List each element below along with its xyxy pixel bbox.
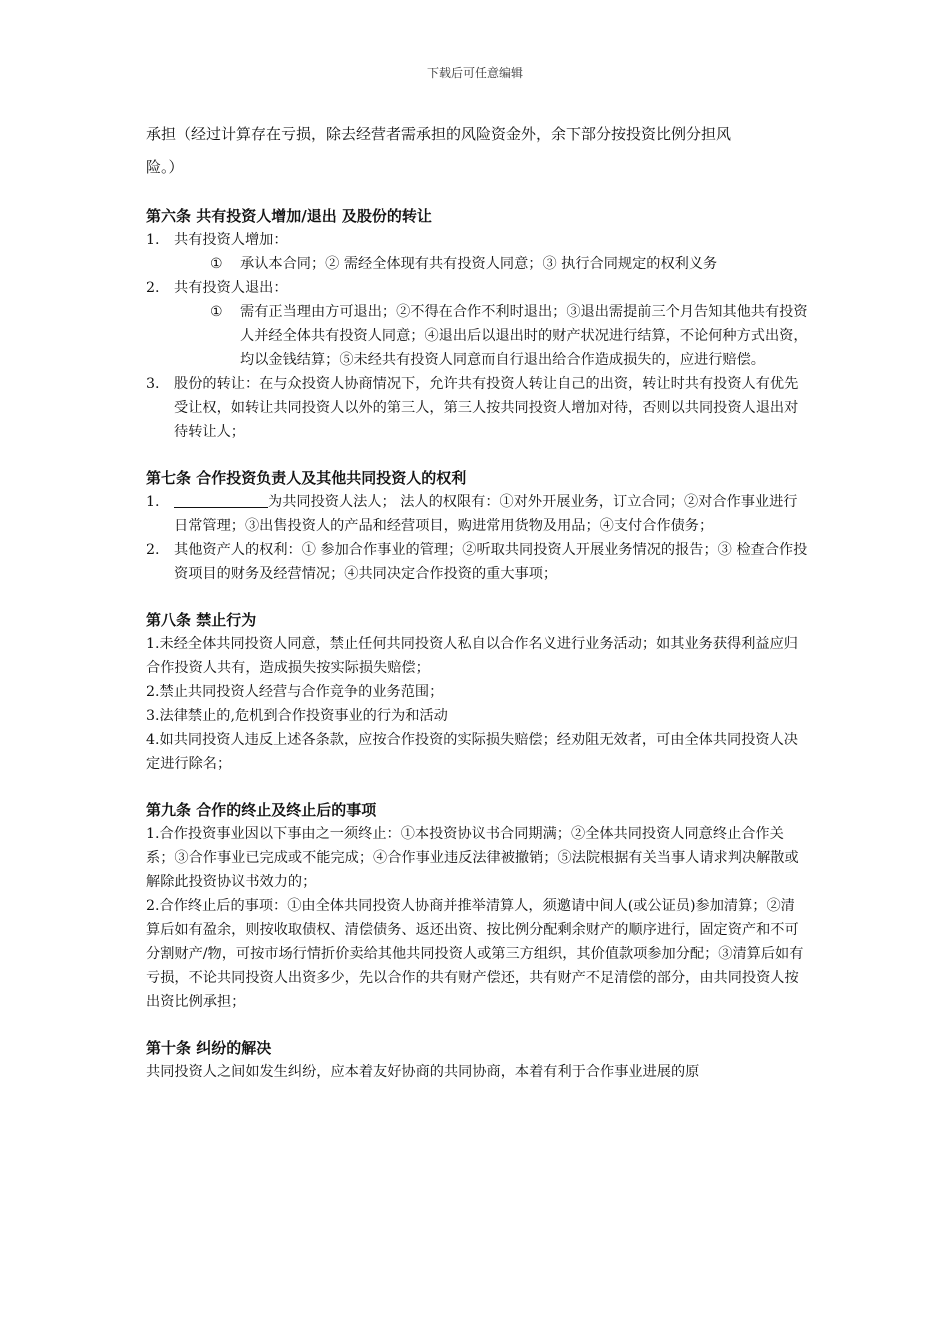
clause-paragraph: 1.未经全体共同投资人同意，禁止任何共同投资人私自以合作名义进行业务活动；如其业务获得利益应归合作投资人共有，造成损失按实际损失赔偿； (146, 636, 798, 676)
sub-mark: ① (210, 304, 223, 320)
section-8 (146, 608, 808, 776)
fill-in-blank (174, 491, 268, 508)
clause-paragraph: 3.法律禁止的,危机到合作投资事业的行为和活动 (146, 708, 448, 724)
list-number: 1. (146, 232, 160, 248)
clause-paragraph: 2.禁止共同投资人经营与合作竞争的业务范围； (146, 684, 444, 700)
list-text: 共有投资人增加： (174, 232, 288, 248)
section-6 (146, 204, 808, 444)
clause-paragraph: 1.合作投资事业因以下事由之一须终止：①本投资协议书合同期满；②全体共同投资人同意终止合作关系；③合作事业已完成或不能完成；④合作事业违反法律被撤销；⑤法院根据有关当事人请求判决解散或解除此投资协议书效力的； (146, 826, 799, 890)
sub-text: 承认本合同；② 需经全体现有共有投资人同意；③ 执行合同规定的权利义务 (240, 256, 718, 272)
section-10 (146, 1036, 808, 1084)
list-number: 3. (146, 376, 160, 392)
section-title: 第十条 纠纷的解决 (146, 1039, 272, 1057)
list-text: 其他资产人的权利：① 参加合作事业的管理；②听取共同投资人开展业务情况的报告；③ 检查合作投资项目的财务及经营情况；④共同决定合作投资的重大事项； (174, 542, 808, 582)
list-item (146, 228, 808, 252)
clause-paragraph: 4.如共同投资人违反上述各条款，应按合作投资的实际损失赔偿；经劝阻无效者，可由全体共同投资人决定进行除名； (146, 732, 798, 772)
clause-paragraph: 共同投资人之间如发生纠纷，应本着友好协商的共同协商，本着有利于合作事业进展的原 (146, 1064, 700, 1080)
sub-item (210, 252, 808, 276)
list-number: 2. (146, 280, 160, 296)
page-header: 下载后可任意编辑 (426, 66, 523, 80)
list-text: 共有投资人退出： (174, 280, 288, 296)
section-title: 第七条 合作投资负责人及其他共同投资人的权利 (146, 469, 467, 487)
intro-paragraph (146, 118, 808, 184)
list-item (146, 372, 808, 444)
sub-item (210, 300, 808, 372)
list-number: 1. (146, 494, 160, 510)
section-title: 第六条 共有投资人增加/退出 及股份的转让 (146, 207, 432, 225)
list-item (146, 538, 808, 586)
list-text: 股份的转让：在与众投资人协商情况下，允许共有投资人转让自己的出资，转让时共有投资人有优先受让权，如转让共同投资人以外的第三人，第三人按共同投资人增加对待，否则以共同投资人退出对待转让人； (174, 376, 799, 440)
list-text (174, 490, 808, 538)
document-body (146, 118, 808, 1084)
section-9 (146, 798, 808, 1014)
list-item (146, 490, 808, 538)
section-title: 第九条 合作的终止及终止后的事项 (146, 801, 377, 819)
intro-line: 承担（经过计算存在亏损，除去经营者需承担的风险资金外，余下部分按投资比例分担风 (146, 125, 732, 143)
clause-paragraph: 2.合作终止后的事项：①由全体共同投资人协商并推举清算人，须邀请中间人(或公证员)参加清算；②清算后如有盈余，则按收取债权、清偿债务、返还出资、按比例分配剩余财产的顺序进行，固定资产和不可分割财产/物，可按市场行情折价卖给其他共同投资人或第三方组织，其价值款项参加分配；③清算后如有亏损，不论共同投资人出资多少，先以合作的共有财产偿还，共有财产不足清偿的部分，由共同投资人按出资比例承担； (146, 898, 804, 1010)
list-text-content: 为共同投资人法人； 法人的权限有：①对外开展业务，订立合同；②对合作事业进行日常管理；③出售投资人的产品和经营项目，购进常用货物及用品；④支付合作债务； (174, 494, 798, 534)
intro-line: 险。） (146, 158, 184, 176)
section-7 (146, 466, 808, 586)
sub-text: 需有正当理由方可退出；②不得在合作不利时退出；③退出需提前三个月告知其他共有投资人并经全体共有投资人同意；④退出后以退出时的财产状况进行结算，不论何种方式出资，均以金钱结算；⑤未经共有投资人同意而自行退出给合作造成损失的，应进行赔偿。 (240, 304, 808, 368)
list-number: 2. (146, 542, 160, 558)
section-title: 第八条 禁止行为 (146, 611, 257, 629)
sub-mark: ① (210, 256, 223, 272)
list-item (146, 276, 808, 300)
